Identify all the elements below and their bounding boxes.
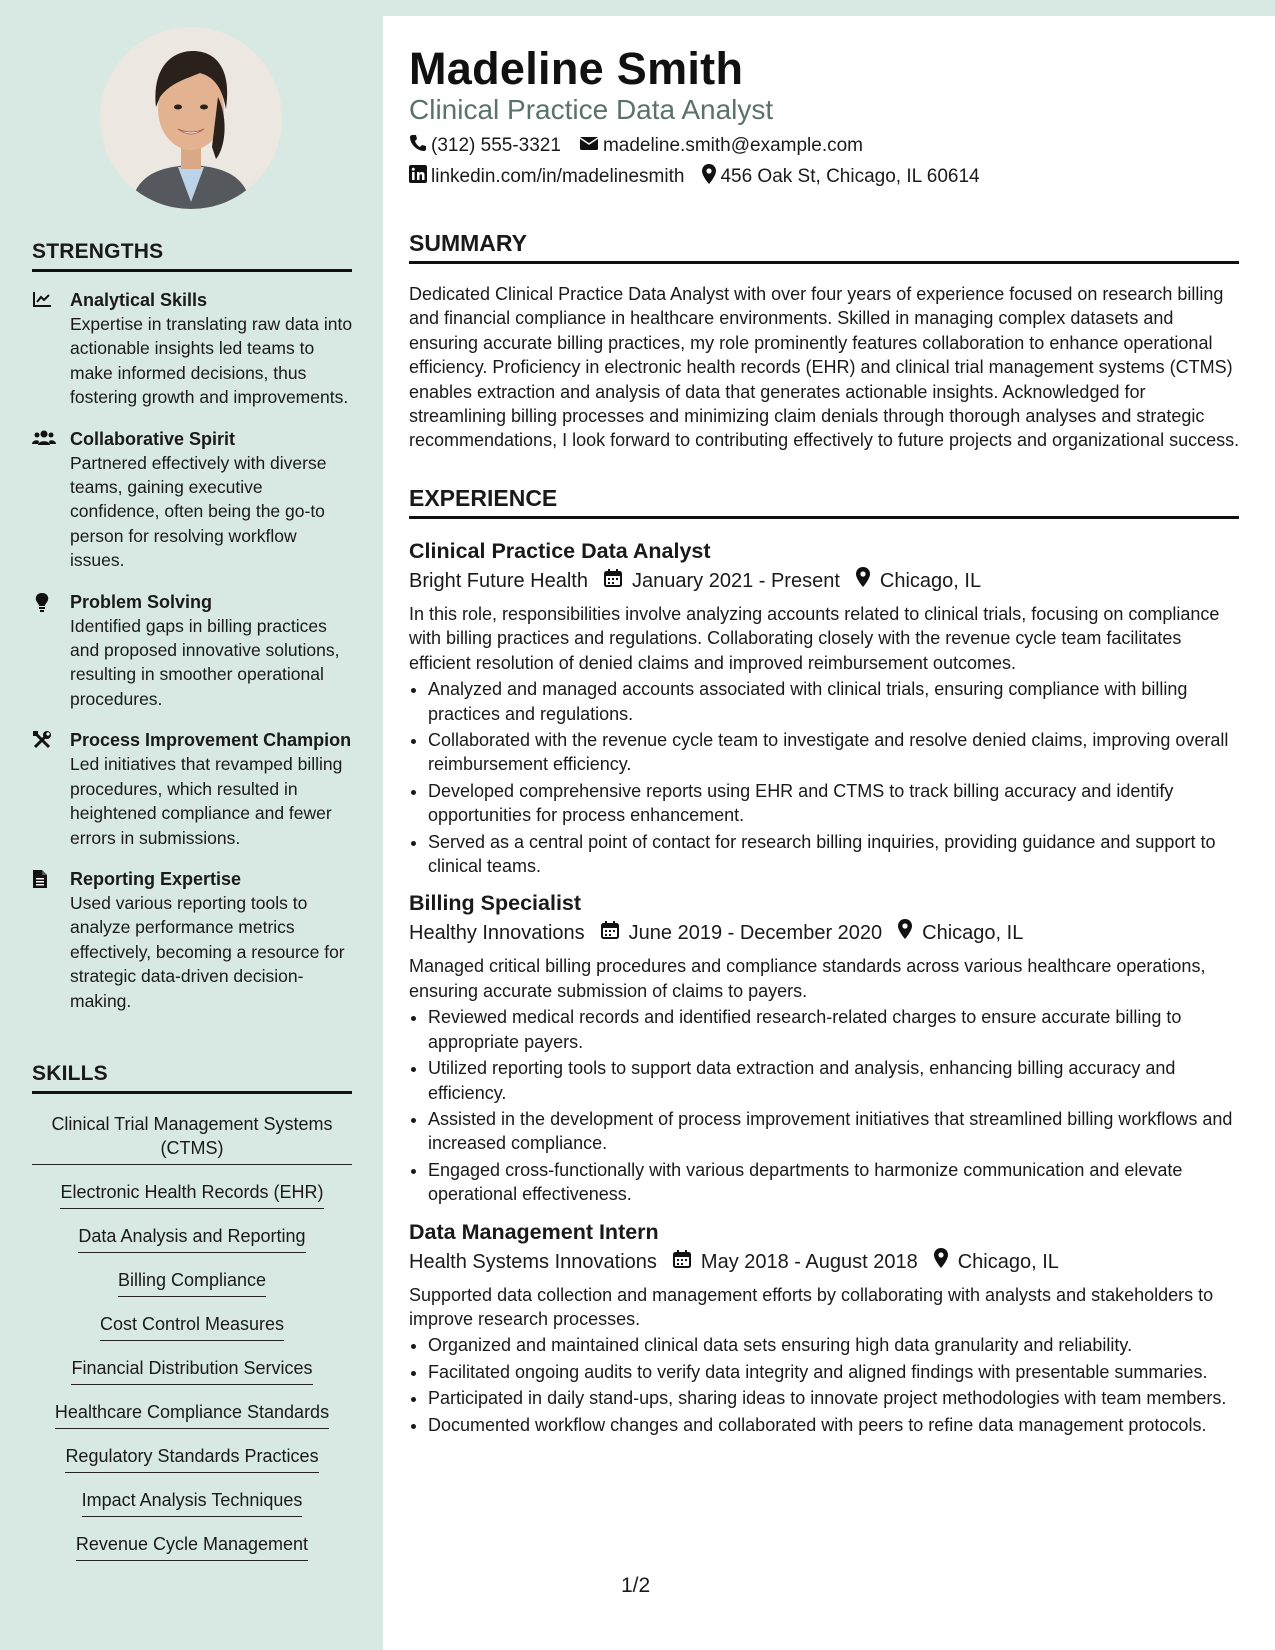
strength-item [32,590,354,712]
skill-item: Clinical Trial Management Systems (CTMS) [32,1112,352,1165]
contact-row-2 [409,164,998,190]
job-entry [409,1217,1243,1437]
contact-row [409,134,881,158]
job-bullet: • Collaborated with the revenue cycle team to investigate and resolve denied claims, improving overall reimbursement efficiency. [428,728,1243,777]
experience-list [409,536,1243,1447]
users-icon [32,427,70,573]
strength-desc: Partnered effectively with diverse teams, gaining executive confidence, often being the go-to person for resolving workflow issues. [70,452,327,571]
location-icon [934,1247,958,1277]
strength-title: Process Improvement Champion [70,730,352,751]
skill-item: Impact Analysis Techniques [82,1488,303,1517]
strength-desc: Led initiatives that revamped billing procedures, which resulted in heightened compliance and fewer errors in submissions. [70,754,343,848]
job-entry [409,888,1243,1206]
skill-item: Healthcare Compliance Standards [55,1400,329,1429]
job-bullet: • Organized and maintained clinical data sets ensuring high data granularity and reliability. [428,1333,1243,1357]
main-column [383,16,1275,1650]
strength-title: Reporting Expertise [70,868,242,889]
job-title: Billing Specialist [409,891,582,916]
skills-heading: SKILLS [32,1062,352,1094]
job-description: Managed critical billing procedures and compliance standards across various healthcare operations, ensuring accurate submission of claims to payers. [409,956,1206,1001]
strength-desc: Expertise in translating raw data into actionable insights led teams to make informed decisions, thus fostering growth and improvements. [70,314,353,408]
calendar-icon [601,918,629,948]
profile-photo [100,27,282,209]
email-link[interactable]: madeline.smith@example.com [602,135,863,156]
calendar-icon [673,1247,701,1277]
job-dates: June 2019 - December 2020 [628,922,883,945]
job-bullet: • Reviewed medical records and identified research-related charges to ensure accurate billing to appropriate payers. [428,1005,1243,1054]
phone-icon [409,134,431,158]
skill-item: Data Analysis and Reporting [78,1224,305,1253]
document-icon [32,867,70,1013]
job-location: Chicago, IL [922,922,1024,945]
job-bullet: • Participated in daily stand-ups, sharing ideas to innovate project methodologies with team members. [428,1386,1243,1410]
company-name: Health Systems Innovations [409,1250,657,1273]
skill-item: Cost Control Measures [100,1312,284,1341]
job-bullet: • Documented workflow changes and collaborated with peers to refine data management protocols. [428,1413,1243,1437]
strength-item [32,427,354,573]
company-name: Bright Future Health [409,570,588,592]
job-title: Clinical Practice Data Analyst [409,539,711,563]
phone-number[interactable]: (312) 555-3321 [431,135,561,156]
skill-item: Financial Distribution Services [71,1356,312,1385]
skill-item: Billing Compliance [118,1268,266,1297]
job-location: Chicago, IL [879,570,982,592]
summary-heading: SUMMARY [409,230,1239,264]
job-dates: May 2018 - August 2018 [700,1250,918,1273]
job-bullet: • Assisted in the development of process improvement initiatives that streamlined billing workflows and increased compliance. [428,1107,1243,1156]
strength-desc: Identified gaps in billing practices and proposed innovative solutions, resulting in smoother operational procedures. [70,615,340,709]
address-text: 456 Oak St, Chicago, IL 60614 [720,166,980,187]
strength-item [32,288,354,410]
candidate-name: Madeline Smith [409,43,744,94]
strength-desc: Used various reporting tools to analyze performance metrics effectively, becoming a resource for strategic data-driven decision-making. [70,892,345,1011]
strength-title: Collaborative Spirit [70,428,236,449]
calendar-icon [604,566,632,596]
company-name: Healthy Innovations [409,922,585,945]
tools-icon [32,728,70,850]
candidate-role: Clinical Practice Data Analyst [409,94,774,125]
skill-item: Revenue Cycle Management [76,1532,308,1561]
summary-text: Dedicated Clinical Practice Data Analyst with over four years of experience focused on research billing and financial compliance in healthcare environments. Skilled in managing complex datasets and ensuring accurate billing practices, my role prominently features collaboration to enhance operational efficiency. Proficiency in electronic health records (EHR) and clinical trial management systems (CTMS) enables extraction and analysis of data that generates actionable insights. Acknowledged for streamlining billing processes and minimizing claim denials through thorough analyses and strategic recommendations, I look forward to contributing effectively to future projects and organizational success. [409,284,1240,451]
location-icon [702,164,720,190]
job-bullet: • Facilitated ongoing audits to verify data integrity and aligned findings with presentable summaries. [428,1360,1243,1384]
lightbulb-icon [32,590,70,712]
job-location: Chicago, IL [957,1250,1059,1273]
location-icon [856,566,880,596]
skill-item: Regulatory Standards Practices [65,1444,318,1473]
job-description: In this role, responsibilities involve analyzing accounts related to clinical trials, focusing on compliance with billing practices and regulations. Collaborating closely with the revenue cycle team facilitates efficient resolution of denied claims and improved reimbursement outcomes. [409,604,1220,673]
experience-heading: EXPERIENCE [409,485,1239,519]
email-icon [579,135,603,157]
linkedin-link[interactable]: linkedin.com/in/madelinesmith [431,166,685,187]
location-icon [898,918,922,948]
page-number: 1/2 [621,1574,651,1597]
chart-line-icon [32,288,70,410]
strengths-heading: STRENGTHS [32,240,352,272]
strength-title: Problem Solving [70,591,213,612]
strengths-list [32,288,354,1030]
job-bullet: • Engaged cross-functionally with various departments to harmonize communication and elevate operational effectiveness. [428,1158,1243,1207]
job-description: Supported data collection and management efforts by collaborating with analysts and stakeholders to improve research processes. [409,1284,1214,1329]
skill-item: Electronic Health Records (EHR) [60,1180,323,1209]
job-bullet: • Analyzed and managed accounts associated with clinical trials, ensuring compliance with billing practices and regulations. [428,677,1243,726]
job-bullet: • Served as a central point of contact for research billing inquiries, providing guidance and support to clinical teams. [428,830,1243,879]
linkedin-icon [409,165,431,189]
strength-title: Analytical Skills [70,290,208,310]
skills-list [32,1112,352,1576]
job-entry [409,536,1243,878]
sidebar [0,0,383,1650]
job-bullet: • Utilized reporting tools to support data extraction and analysis, enhancing billing accuracy and efficiency. [428,1056,1243,1105]
strength-item [32,867,354,1013]
strength-item [32,728,354,850]
job-dates: January 2021 - Present [631,570,840,592]
job-bullet: • Developed comprehensive reports using EHR and CTMS to track billing accuracy and identify opportunities for process enhancement. [428,779,1243,828]
job-title: Data Management Intern [409,1219,659,1244]
